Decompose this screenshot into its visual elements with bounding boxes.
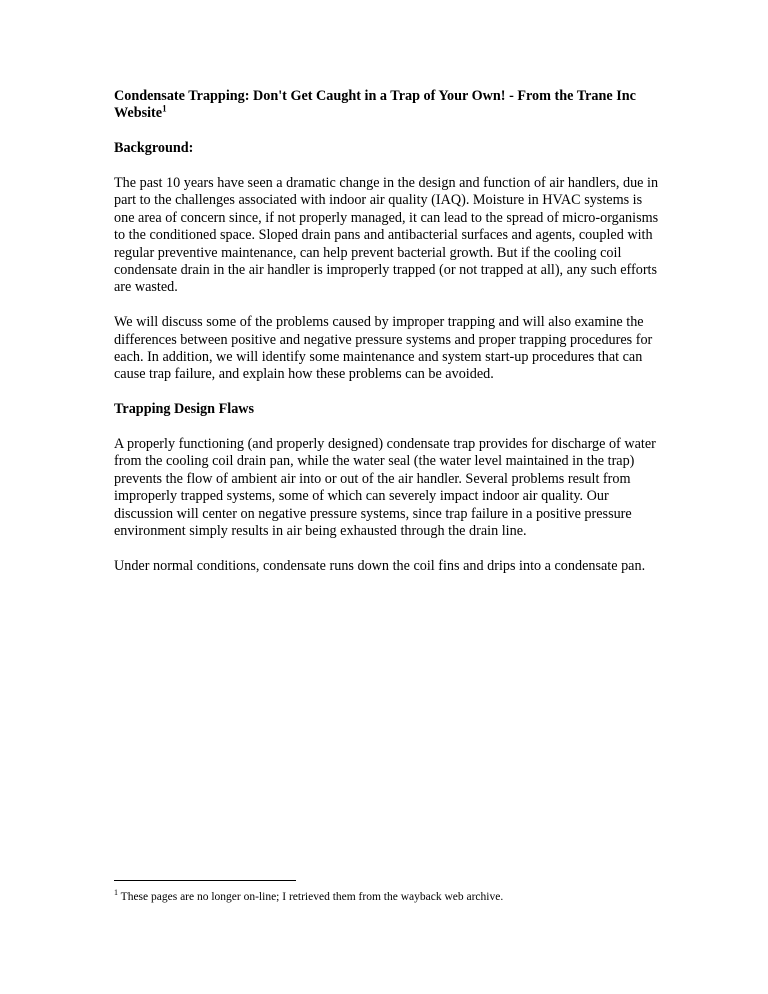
footnote-divider xyxy=(114,880,296,881)
footnote xyxy=(114,890,660,904)
section-heading-background: Background: xyxy=(114,140,194,157)
title-footnote-marker[interactable]: 1 xyxy=(162,103,167,114)
footnote-marker: 1 xyxy=(114,888,118,898)
title-text: Condensate Trapping: Don't Get Caught in a Trap of Your Own! - From the Trane Inc Website xyxy=(114,88,636,122)
section-heading-trapping-design-flaws: Trapping Design Flaws xyxy=(114,401,255,418)
trapping-paragraph-1: A properly functioning (and properly designed) condensate trap provides for discharge of water from the cooling coil drain pan, while the water seal (the water level maintained in the trap) prevents the flow of ambient air into or out of the air handler. Several problems result from improperly trapped systems, some of which can severely impact indoor air quality. Our discussion will center on negative pressure systems, since trap failure in a positive pressure environment simply results in air being exhausted through the drain line. xyxy=(114,436,656,540)
trapping-paragraph-2: Under normal conditions, condensate runs down the coil fins and drips into a condensate pan. xyxy=(114,557,646,574)
document-title xyxy=(114,88,660,123)
background-paragraph-1: The past 10 years have seen a dramatic change in the design and function of air handlers, due in part to the challenges associated with indoor air quality (IAQ). Moisture in HVAC systems is one area of concern since, if not properly managed, it can lead to the spread of micro-organisms to the conditioned space. Sloped drain pans and antibacterial surfaces and agents, coupled with regular preventive maintenance, can help prevent bacterial growth. But if the cooling coil condensate drain in the air handler is improperly trapped (or not trapped at all), any such efforts are wasted. xyxy=(114,175,659,296)
background-paragraph-2: We will discuss some of the problems caused by improper trapping and will also examine the differences between positive and negative pressure systems and proper trapping procedures for each. In addition, we will identify some maintenance and system start-up procedures that can cause trap failure, and explain how these problems can be avoided. xyxy=(114,314,653,383)
footnote-text: These pages are no longer on-line; I retrieved them from the wayback web archive. xyxy=(120,891,504,903)
document-body xyxy=(114,88,660,593)
